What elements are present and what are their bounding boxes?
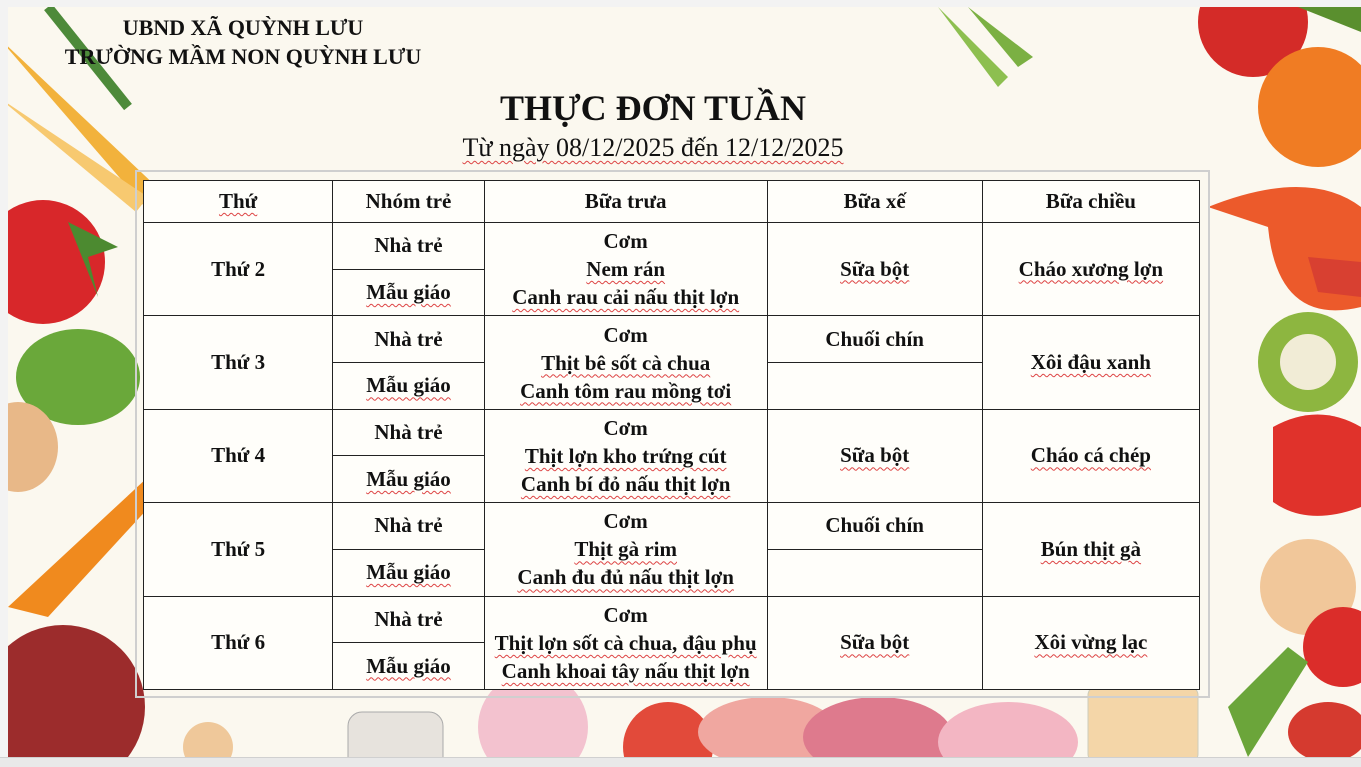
group-cell: Mẫu giáo: [333, 456, 485, 503]
day-cell: Thứ 3: [144, 316, 333, 409]
lunch-item: Canh tôm rau mồng tơi: [520, 378, 732, 403]
table-row: [144, 223, 1200, 270]
lunch-item: Nem rán: [586, 257, 666, 282]
lunch-item: Canh đu đủ nấu thịt lợn: [517, 565, 734, 590]
organization-header: [48, 13, 438, 71]
org-line-1: UBND XÃ QUỲNH LƯU: [122, 15, 364, 40]
dinner-cell: Xôi vừng lạc: [982, 596, 1199, 690]
lunch-cell: [484, 409, 767, 502]
lunch-item: Cơm: [603, 322, 648, 347]
menu-table[interactable]: [143, 180, 1200, 690]
column-header-snack: Bữa xế: [767, 181, 982, 223]
day-cell: Thứ 4: [144, 409, 333, 502]
snack-cell: Sữa bột: [767, 223, 982, 316]
group-cell: Mẫu giáo: [333, 363, 485, 410]
date-range-text: Từ ngày 08/12/2025 đến 12/12/2025: [462, 133, 844, 162]
column-header-day: Thứ: [144, 181, 333, 223]
lunch-item: Cơm: [603, 415, 648, 440]
lunch-cell: [484, 503, 767, 596]
lunch-item: Thịt gà rim: [574, 537, 677, 562]
lunch-item: Cơm: [603, 602, 648, 627]
table-row: [144, 596, 1200, 643]
column-header-group: Nhóm trẻ: [333, 181, 485, 223]
group-cell: Nhà trẻ: [333, 223, 485, 270]
lunch-cell: [484, 223, 767, 316]
date-range: [8, 133, 1298, 163]
table-row: [144, 316, 1200, 363]
group-cell: Mẫu giáo: [333, 269, 485, 316]
group-cell: Nhà trẻ: [333, 503, 485, 550]
lunch-item: Canh bí đỏ nấu thịt lợn: [520, 471, 731, 496]
lunch-item: Canh khoai tây nấu thịt lợn: [501, 658, 750, 683]
lunch-cell: [484, 596, 767, 690]
lunch-item: Thịt lợn kho trứng cút: [524, 443, 727, 468]
menu-table-frame[interactable]: [135, 170, 1210, 698]
dinner-cell: Cháo xương lợn: [982, 223, 1199, 316]
snack-cell-empty: [767, 363, 982, 410]
group-cell: Mẫu giáo: [333, 643, 485, 690]
column-header-lunch: Bữa trưa: [484, 181, 767, 223]
snack-cell: Chuối chín: [767, 503, 982, 550]
group-cell: Nhà trẻ: [333, 316, 485, 363]
snack-cell: Chuối chín: [767, 316, 982, 363]
org-line-2: TRƯỜNG MẦM NON QUỲNH LƯU: [64, 44, 422, 69]
column-header-dinner: Bữa chiều: [982, 181, 1199, 223]
group-cell: Nhà trẻ: [333, 409, 485, 456]
menu-title: THỰC ĐƠN TUẦN: [499, 88, 807, 128]
day-cell: Thứ 6: [144, 596, 333, 690]
snack-cell: Sữa bột: [767, 596, 982, 690]
table-row: [144, 409, 1200, 456]
lunch-item: Thịt bê sốt cà chua: [541, 350, 711, 375]
lunch-item: Canh rau cải nấu thịt lợn: [512, 285, 740, 310]
group-cell: Mẫu giáo: [333, 549, 485, 596]
lunch-item: Cơm: [603, 509, 648, 534]
day-cell: Thứ 2: [144, 223, 333, 316]
lunch-item: Cơm: [603, 229, 648, 254]
dinner-cell: Cháo cá chép: [982, 409, 1199, 502]
day-cell: Thứ 5: [144, 503, 333, 596]
table-header-row: [144, 181, 1200, 223]
dinner-cell: Bún thịt gà: [982, 503, 1199, 596]
dinner-cell: Xôi đậu xanh: [982, 316, 1199, 409]
slide-canvas[interactable]: [8, 7, 1361, 757]
group-cell: Nhà trẻ: [333, 596, 485, 643]
lunch-item: Thịt lợn sốt cà chua, đậu phụ: [494, 630, 757, 655]
lunch-cell: [484, 316, 767, 409]
snack-cell-empty: [767, 549, 982, 596]
table-row: [144, 503, 1200, 550]
snack-cell: Sữa bột: [767, 409, 982, 502]
